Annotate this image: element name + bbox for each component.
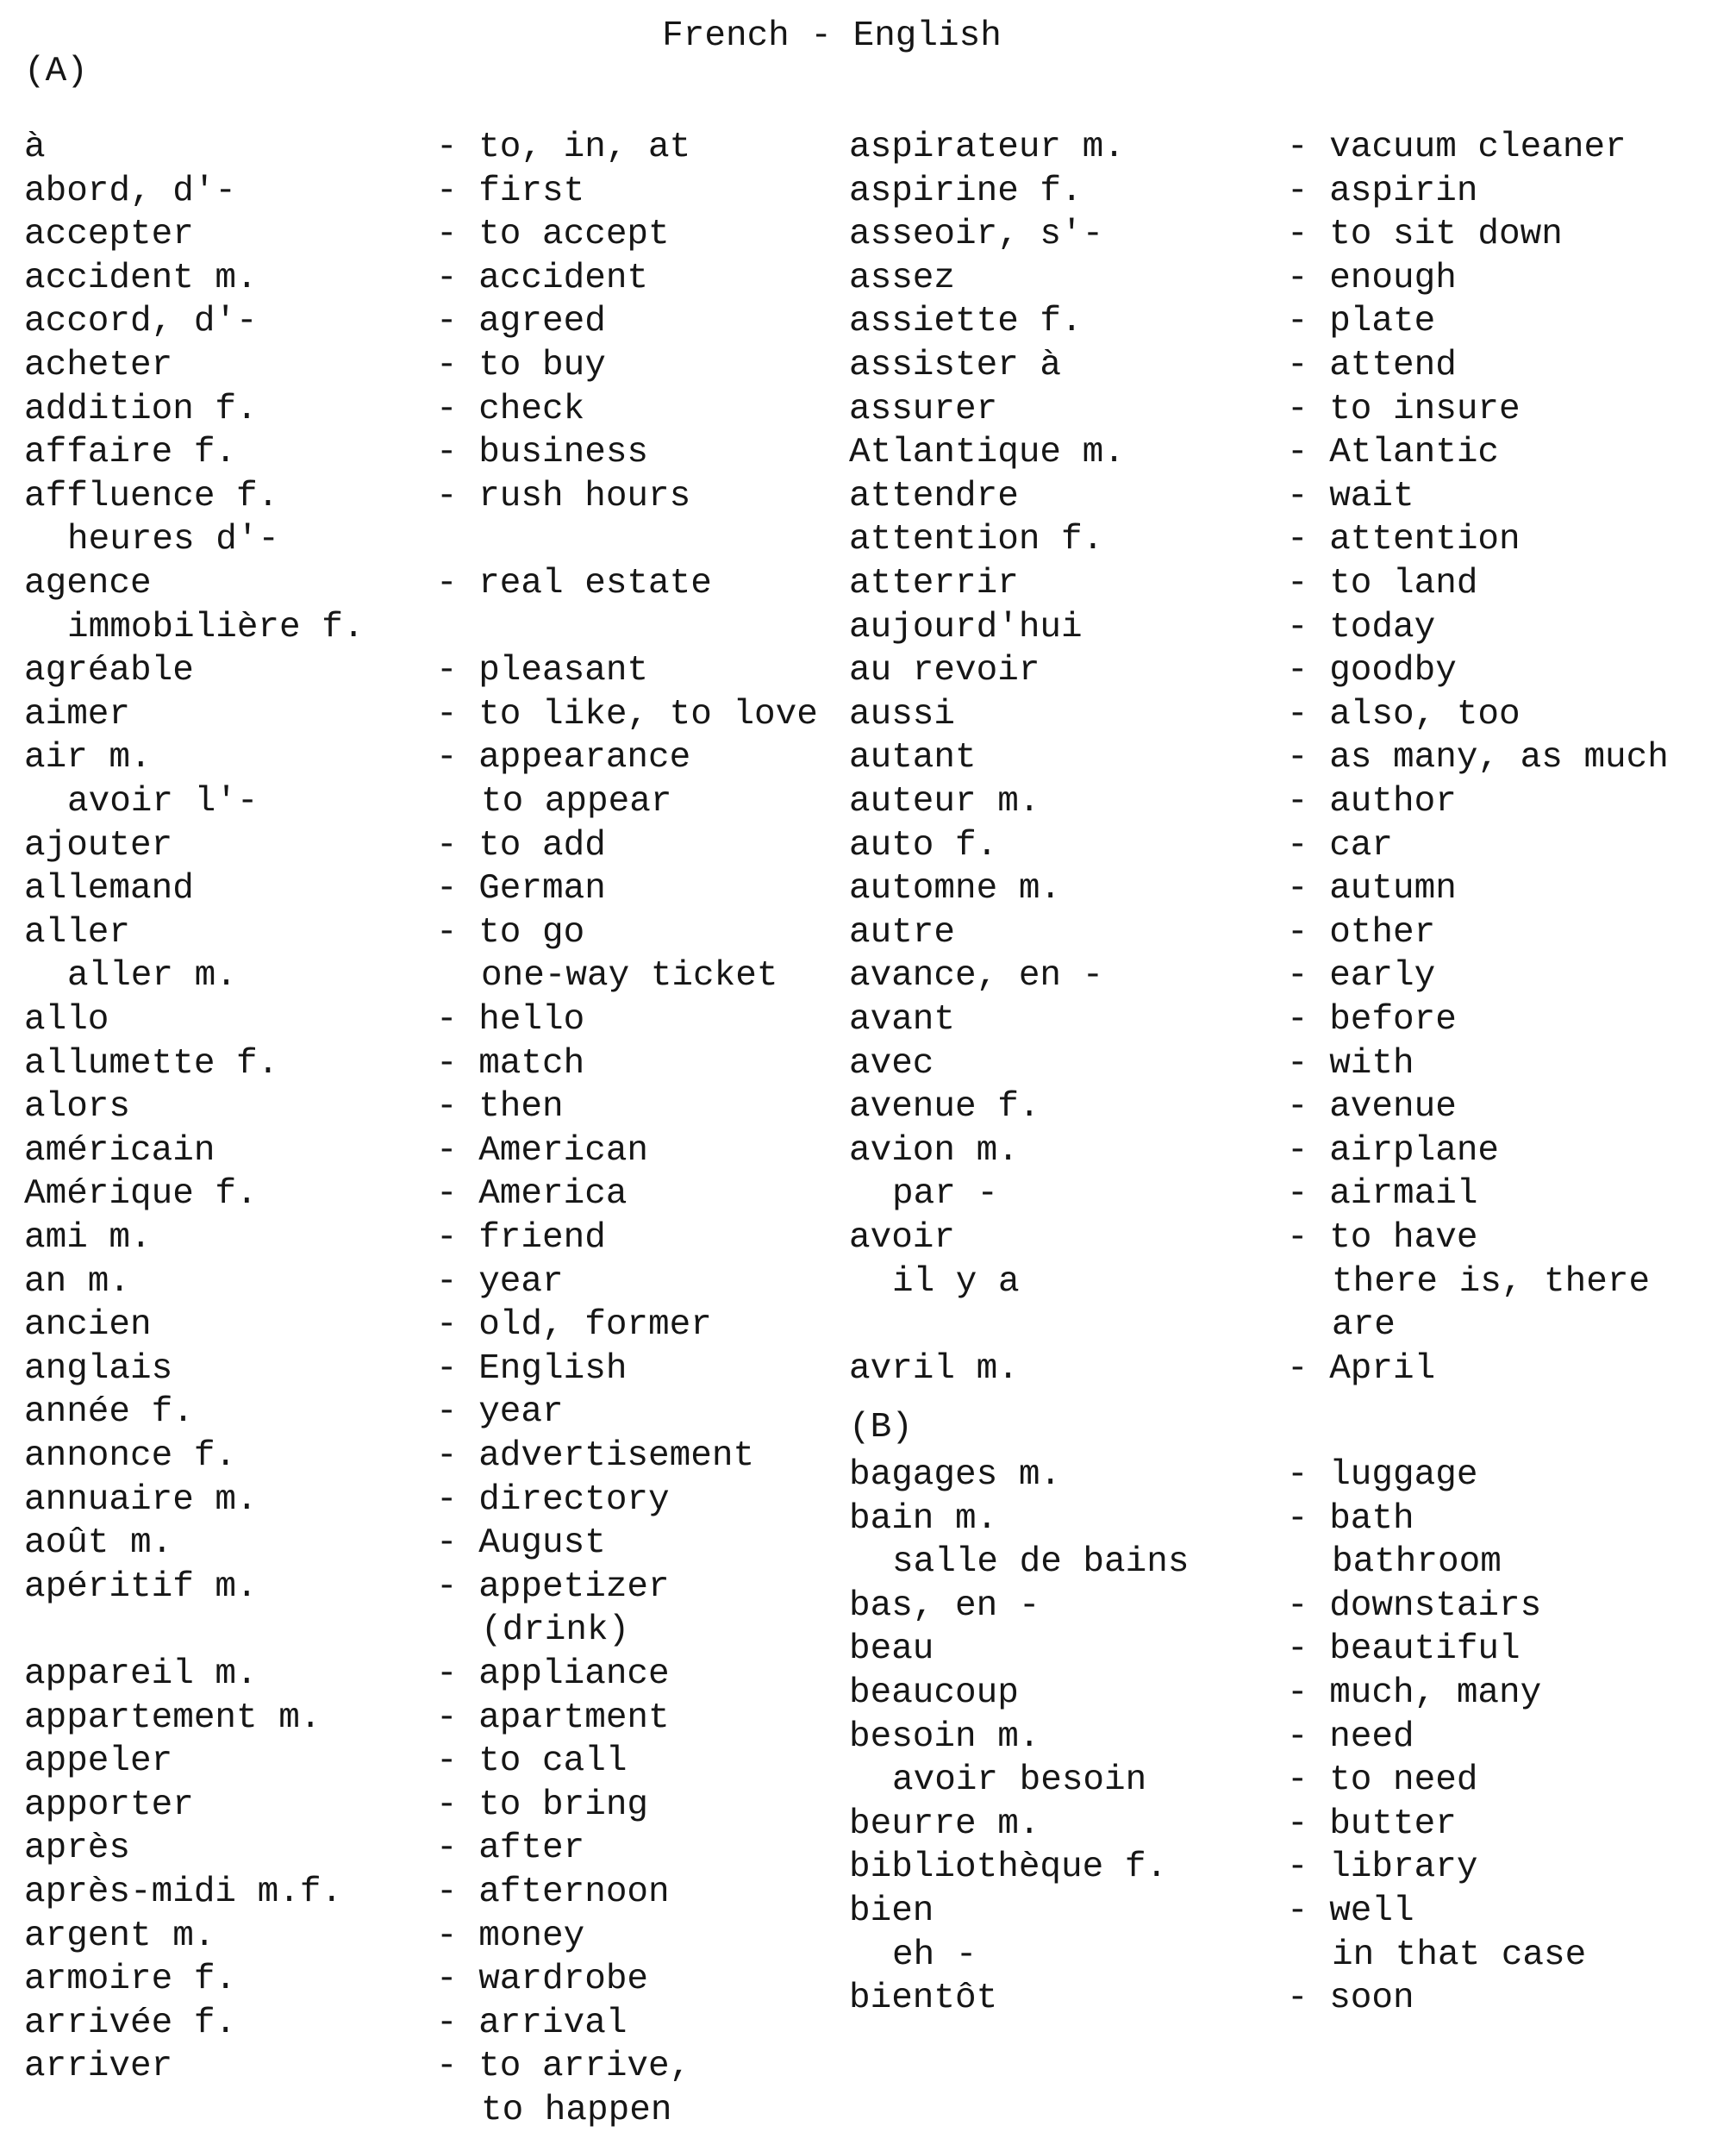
- french-term: bain m.: [849, 1498, 998, 1539]
- english-translation: - well: [1287, 1891, 1414, 1931]
- english-translation: - year: [436, 1392, 564, 1433]
- glossary-entry: [24, 1697, 852, 1740]
- french-term: auto f.: [849, 825, 998, 866]
- english-translation: - luggage: [1287, 1455, 1478, 1495]
- glossary-entry: [24, 1391, 852, 1434]
- glossary-entry: [849, 1716, 1736, 1759]
- glossary-entry: [24, 344, 852, 387]
- french-term: agréable: [24, 651, 194, 691]
- glossary-entry: [24, 606, 852, 649]
- english-translation: - airmail: [1287, 1174, 1478, 1215]
- glossary-entry: [849, 1129, 1736, 1172]
- english-translation: - enough: [1287, 258, 1457, 298]
- glossary-entry: [24, 1566, 852, 1609]
- english-translation: - old, former: [436, 1305, 712, 1346]
- glossary-entry: [849, 475, 1736, 518]
- french-term: abord, d'-: [24, 171, 237, 211]
- english-translation: - bath: [1287, 1498, 1414, 1539]
- french-term: il y a: [892, 1261, 1020, 1302]
- english-translation: - year: [436, 1261, 564, 1302]
- french-term: ancien: [24, 1305, 152, 1346]
- glossary-entry: [849, 998, 1736, 1041]
- english-translation: - to buy: [436, 346, 606, 385]
- glossary-entry: [849, 1304, 1736, 1347]
- french-term: à: [24, 128, 46, 167]
- french-term: appartement m.: [24, 1697, 322, 1738]
- french-term: au revoir: [849, 651, 1040, 691]
- french-term: avoir l'-: [67, 782, 259, 822]
- english-translation: - also, too: [1287, 694, 1521, 735]
- english-translation: - agreed: [436, 302, 606, 342]
- glossary-entry: [24, 780, 852, 823]
- french-term: Atlantique m.: [849, 433, 1125, 473]
- english-translation: - American: [436, 1130, 649, 1171]
- glossary-entry: [24, 2045, 852, 2088]
- glossary-entry: [24, 431, 852, 474]
- french-term: avant: [849, 1000, 956, 1040]
- french-term: air m.: [24, 738, 152, 778]
- glossary-entry: [849, 300, 1736, 343]
- french-term: anglais: [24, 1348, 173, 1389]
- french-term: avril m.: [849, 1348, 1019, 1389]
- glossary-entry: [849, 257, 1736, 300]
- french-term: américain: [24, 1130, 215, 1171]
- french-term: Amérique f.: [24, 1174, 258, 1215]
- french-term: autre: [849, 912, 956, 953]
- glossary-entry: [24, 998, 852, 1041]
- glossary-entry: [849, 649, 1736, 692]
- glossary-entry: [24, 1304, 852, 1347]
- glossary-entry: [24, 693, 852, 736]
- french-term: arrivée f.: [24, 2003, 237, 2043]
- french-term: août m.: [24, 1523, 173, 1564]
- glossary-entry: [24, 518, 852, 561]
- glossary-entry: [849, 1541, 1736, 1584]
- glossary-entry: [849, 824, 1736, 867]
- english-translation: - autumn: [1287, 869, 1457, 910]
- english-translation: - appetizer: [436, 1566, 670, 1607]
- glossary-entry: [849, 1759, 1736, 1802]
- french-term: avoir besoin: [892, 1760, 1147, 1801]
- french-term: assiette f.: [849, 302, 1083, 342]
- english-translation: - rush hours: [436, 476, 691, 516]
- glossary-entry: [24, 1915, 852, 1958]
- english-translation: - America: [436, 1174, 628, 1215]
- french-term: immobilière f.: [67, 607, 365, 647]
- glossary-entry: [24, 1479, 852, 1522]
- english-translation: - wardrobe: [436, 1960, 649, 2000]
- glossary-entry: [849, 388, 1736, 431]
- english-translation: - accident: [436, 258, 649, 298]
- english-translation: - advertisement: [436, 1436, 755, 1476]
- english-translation: - apartment: [436, 1697, 670, 1738]
- french-term: avoir: [849, 1218, 956, 1258]
- glossary-entry: [24, 1129, 852, 1172]
- glossary-entry: [849, 693, 1736, 736]
- english-translation: - pleasant: [436, 651, 649, 691]
- glossary-entry: [24, 1435, 852, 1478]
- french-term: attendre: [849, 476, 1019, 516]
- english-translation: - author: [1287, 782, 1457, 822]
- glossary-entry: [24, 1653, 852, 1696]
- french-term: aimer: [24, 694, 131, 735]
- english-translation: - match: [436, 1043, 585, 1084]
- english-translation: - as many, as much: [1287, 738, 1669, 778]
- glossary-entry: [849, 780, 1736, 823]
- english-translation: - money: [436, 1916, 585, 1956]
- glossary-entry: [24, 475, 852, 518]
- english-translation: - early: [1287, 956, 1436, 997]
- french-term: allo: [24, 1000, 109, 1040]
- page-title: French - English: [662, 16, 1002, 56]
- glossary-entry: [24, 1740, 852, 1783]
- glossary-entry: [849, 344, 1736, 387]
- section-heading-b: (B): [849, 1408, 913, 1448]
- english-translation: - check: [436, 389, 585, 429]
- english-translation: - other: [1287, 912, 1436, 953]
- english-translation: - goodby: [1287, 651, 1457, 691]
- glossary-entry: [24, 257, 852, 300]
- french-term: eh -: [892, 1935, 977, 1975]
- english-translation: - to, in, at: [436, 128, 691, 167]
- glossary-entry: [24, 736, 852, 779]
- glossary-entry: [24, 1827, 852, 1870]
- english-translation: - real estate: [436, 564, 712, 603]
- glossary-entry: [849, 1497, 1736, 1541]
- glossary-entry: [24, 1958, 852, 2001]
- french-term: annuaire m.: [24, 1479, 258, 1520]
- glossary-entry: [849, 1846, 1736, 1889]
- glossary-entry: [849, 867, 1736, 910]
- glossary-entry: [849, 431, 1736, 474]
- english-translation: - to have: [1287, 1218, 1478, 1258]
- english-translation: - to bring: [436, 1785, 649, 1825]
- french-term: bagages m.: [849, 1455, 1062, 1495]
- english-translation: - Atlantic: [1287, 433, 1500, 473]
- english-translation: - much, many: [1287, 1673, 1542, 1713]
- french-term: beurre m.: [849, 1804, 1040, 1844]
- french-term: atterrir: [849, 564, 1019, 603]
- french-term: armoire f.: [24, 1960, 237, 2000]
- french-term: acheter: [24, 346, 173, 385]
- french-term: allumette f.: [24, 1043, 279, 1084]
- french-term: salle de bains: [892, 1542, 1190, 1583]
- glossary-entry: [849, 1803, 1736, 1846]
- glossary-entry: [849, 562, 1736, 605]
- english-translation: are: [1332, 1305, 1396, 1346]
- english-translation: - wait: [1287, 476, 1414, 516]
- english-translation: - to go: [436, 912, 585, 953]
- english-translation: - with: [1287, 1043, 1414, 1084]
- english-translation: - before: [1287, 1000, 1457, 1040]
- english-translation: - to need: [1287, 1760, 1478, 1801]
- french-term: aspirine f.: [849, 171, 1083, 211]
- english-translation: (drink): [481, 1610, 630, 1651]
- english-translation: - to land: [1287, 564, 1478, 603]
- glossary-entry: [849, 1977, 1736, 2020]
- glossary-entry: [24, 1042, 852, 1085]
- french-term: besoin m.: [849, 1716, 1040, 1757]
- english-translation: there is, there: [1332, 1261, 1651, 1302]
- french-term: apéritif m.: [24, 1566, 258, 1607]
- french-term: apporter: [24, 1785, 194, 1825]
- glossary-entry: [849, 1085, 1736, 1129]
- glossary-entry: [24, 824, 852, 867]
- french-term: ajouter: [24, 825, 173, 866]
- english-translation: - car: [1287, 825, 1394, 866]
- glossary-entry: [849, 1934, 1736, 1977]
- french-term: aller m.: [67, 956, 237, 997]
- english-translation: - attention: [1287, 520, 1521, 560]
- french-term: aujourd'hui: [849, 607, 1083, 647]
- glossary-entry: [849, 1454, 1736, 1497]
- glossary-entry: [24, 1522, 852, 1565]
- glossary-entry: [849, 911, 1736, 954]
- french-term: aller: [24, 912, 131, 953]
- english-translation: - to call: [436, 1741, 628, 1782]
- english-translation: in that case: [1332, 1935, 1587, 1975]
- french-term: appareil m.: [24, 1654, 258, 1694]
- french-term: avion m.: [849, 1130, 1019, 1171]
- glossary-entry: [24, 649, 852, 692]
- english-translation: - hello: [436, 1000, 585, 1040]
- french-term: accident m.: [24, 258, 258, 298]
- french-term: bientôt: [849, 1979, 998, 2019]
- english-translation: - airplane: [1287, 1130, 1500, 1171]
- french-term: automne m.: [849, 869, 1062, 910]
- glossary-entry: [24, 1216, 852, 1260]
- english-translation: - downstairs: [1287, 1585, 1542, 1626]
- glossary-entry: [849, 1042, 1736, 1085]
- english-translation: - to sit down: [1287, 215, 1563, 255]
- glossary-entry: [24, 1347, 852, 1391]
- english-translation: - appliance: [436, 1654, 670, 1694]
- glossary-entry: [24, 867, 852, 910]
- glossary-entry: [24, 562, 852, 605]
- english-translation: - to insure: [1287, 389, 1521, 429]
- english-translation: - vacuum cleaner: [1287, 128, 1627, 167]
- glossary-entry: [24, 1085, 852, 1129]
- french-term: assurer: [849, 389, 998, 429]
- glossary-entry: [849, 1628, 1736, 1671]
- english-translation: - afternoon: [436, 1873, 670, 1912]
- glossary-entry: [24, 911, 852, 954]
- english-translation: - aspirin: [1287, 171, 1478, 211]
- english-translation: one-way ticket: [481, 956, 778, 997]
- glossary-entry: [24, 1172, 852, 1216]
- french-term: attention f.: [849, 520, 1104, 560]
- glossary-entry: [24, 2002, 852, 2045]
- french-term: aussi: [849, 694, 956, 735]
- glossary-entry: [849, 736, 1736, 779]
- english-translation: - then: [436, 1087, 564, 1128]
- french-term: par -: [892, 1174, 999, 1215]
- english-translation: - need: [1287, 1716, 1414, 1757]
- glossary-entry: [849, 518, 1736, 561]
- glossary-entry: [24, 1784, 852, 1827]
- english-translation: - after: [436, 1829, 585, 1869]
- english-translation: bathroom: [1332, 1542, 1502, 1583]
- french-term: alors: [24, 1087, 131, 1128]
- glossary-entry: [24, 213, 852, 256]
- glossary-entry: [849, 606, 1736, 649]
- english-translation: - German: [436, 869, 606, 910]
- glossary-entry: [849, 1672, 1736, 1715]
- glossary-entry: [849, 1216, 1736, 1260]
- glossary-entry: [849, 126, 1736, 169]
- french-term: affluence f.: [24, 476, 279, 516]
- french-term: beau: [849, 1629, 934, 1670]
- french-term: accepter: [24, 215, 194, 255]
- section-heading-a: (A): [24, 52, 88, 91]
- french-term: avance, en -: [849, 956, 1104, 997]
- french-term: après: [24, 1829, 131, 1869]
- english-translation: - to accept: [436, 215, 670, 255]
- french-term: après-midi m.f.: [24, 1873, 343, 1912]
- french-term: accord, d'-: [24, 302, 258, 342]
- glossary-entry: [849, 213, 1736, 256]
- french-term: allemand: [24, 869, 194, 910]
- glossary-entry: [24, 1260, 852, 1304]
- french-term: ami m.: [24, 1218, 152, 1258]
- french-term: assister à: [849, 346, 1062, 385]
- english-translation: - attend: [1287, 346, 1457, 385]
- glossary-entry: [24, 300, 852, 343]
- glossary-entry: [24, 1871, 852, 1914]
- english-translation: - library: [1287, 1848, 1478, 1888]
- french-term: autant: [849, 738, 977, 778]
- glossary-entry: [24, 170, 852, 213]
- english-translation: to appear: [481, 782, 672, 822]
- french-term: avenue f.: [849, 1087, 1040, 1128]
- glossary-entry: [24, 126, 852, 169]
- english-translation: - plate: [1287, 302, 1436, 342]
- english-translation: - beautiful: [1287, 1629, 1521, 1670]
- glossary-entry: [849, 1585, 1736, 1628]
- english-translation: - soon: [1287, 1979, 1414, 2019]
- english-translation: - English: [436, 1348, 628, 1389]
- french-term: assez: [849, 258, 956, 298]
- english-translation: - directory: [436, 1479, 670, 1520]
- glossary-entry: [849, 1890, 1736, 1933]
- french-term: addition f.: [24, 389, 258, 429]
- english-translation: - business: [436, 433, 649, 473]
- english-translation: - to like, to love: [436, 694, 818, 735]
- english-translation: - arrival: [436, 2003, 628, 2043]
- french-term: avec: [849, 1043, 934, 1084]
- english-translation: - first: [436, 171, 585, 211]
- french-term: arriver: [24, 2047, 173, 2087]
- french-term: appeler: [24, 1741, 173, 1782]
- french-term: asseoir, s'-: [849, 215, 1104, 255]
- french-term: année f.: [24, 1392, 194, 1433]
- glossary-entry: [24, 1609, 852, 1652]
- french-term: annonce f.: [24, 1436, 237, 1476]
- english-translation: - friend: [436, 1218, 606, 1258]
- english-translation: - to arrive,: [436, 2047, 691, 2087]
- glossary-entry: [24, 2089, 852, 2132]
- french-term: bibliothèque f.: [849, 1848, 1168, 1888]
- french-term: agence: [24, 564, 152, 603]
- english-translation: - August: [436, 1523, 606, 1564]
- french-term: argent m.: [24, 1916, 215, 1956]
- french-term: auteur m.: [849, 782, 1040, 822]
- english-translation: - butter: [1287, 1804, 1457, 1844]
- glossary-entry: [24, 388, 852, 431]
- english-translation: to happen: [481, 2091, 672, 2130]
- french-term: beaucoup: [849, 1673, 1019, 1713]
- french-term: heures d'-: [67, 520, 280, 560]
- glossary-entry: [849, 1260, 1736, 1304]
- english-translation: - April: [1287, 1348, 1436, 1389]
- english-translation: - to add: [436, 825, 606, 866]
- glossary-entry: [849, 954, 1736, 997]
- english-translation: - appearance: [436, 738, 691, 778]
- glossary-entry: [24, 954, 852, 997]
- french-term: aspirateur m.: [849, 128, 1125, 167]
- french-term: bas, en -: [849, 1585, 1040, 1626]
- glossary-entry: [849, 1172, 1736, 1216]
- glossary-entry: [849, 1347, 1736, 1391]
- french-term: an m.: [24, 1261, 131, 1302]
- english-translation: - avenue: [1287, 1087, 1457, 1128]
- english-translation: - today: [1287, 607, 1436, 647]
- french-term: affaire f.: [24, 433, 237, 473]
- glossary-entry: [849, 170, 1736, 213]
- french-term: bien: [849, 1891, 934, 1931]
